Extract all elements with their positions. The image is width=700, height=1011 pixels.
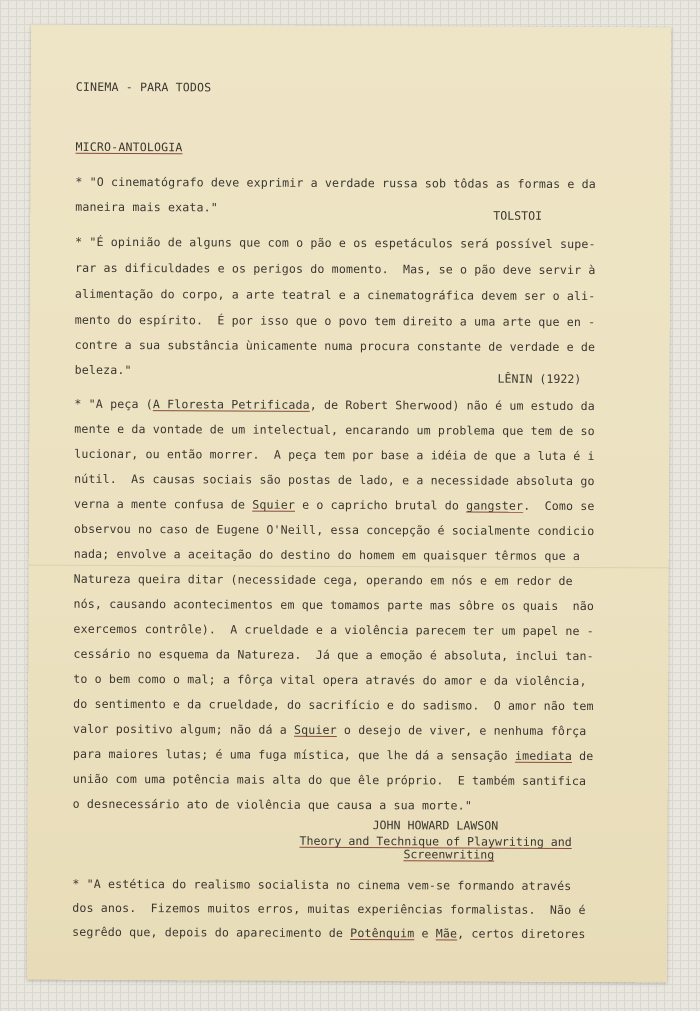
quote-3-line: cessário no esquema da Natureza. Já que a emoção é absoluta, inclui tan- — [73, 646, 594, 664]
quote-4-line: dos anos. Fizemos muitos erros, muitas experiências formalistas. Não é — [72, 900, 586, 918]
quote-2-line: * "É opinião de alguns que com o pão e os espetáculos será possível supe- — [75, 234, 596, 252]
quote-3-line: observou no caso de Eugene O'Neill, essa concepção é socialmente condicio — [73, 521, 595, 539]
quote-4-line: * "A estética do realismo socialista no cinema vem-se formando através — [72, 876, 572, 893]
quote-3-line: verna a mente confusa de Squier e o capricho brutal do gangster. Como se — [73, 496, 595, 514]
quote-3-line: nós, causando acontecimentos em que tomamos parte mas sôbre os quais não — [73, 596, 595, 614]
section-title: MICRO-ANTOLOGIA — [75, 139, 183, 155]
quote-2-line: rar as dificuldades e os perigos do momento. Mas, se o pão deve servir à — [74, 260, 596, 278]
quote-3-line: valor positivo algum; não dá a Squier o desejo de viver, e nenhuma fôrça — [72, 721, 587, 739]
play-title: A Floresta Petrificada — [152, 397, 310, 412]
quote-2-line: alimentação do corpo, a arte teatral e a cinematográfica devem ser o ali- — [74, 286, 596, 304]
quote-2-author: LÊNIN (1922) — [497, 371, 582, 387]
quote-1-line: maneira mais exata." — [75, 199, 218, 215]
page-title: CINEMA - PARA TODOS — [75, 79, 212, 95]
quote-2-line: beleza." — [74, 362, 132, 378]
quote-3-author: JOHN HOWARD LAWSON — [372, 818, 499, 833]
quote-1-author: TOLSTOI — [493, 208, 543, 223]
quote-3-line: to o bem como o mal; a fôrça vital opera através do amor e da violência, — [73, 671, 587, 689]
quote-3-line: para maiores lutas; é uma fuga mística, que lhe dá a sensação imediata de — [72, 746, 594, 764]
quote-2-line: contre a sua substância ùnicamente numa procura constante de verdade e de — [74, 337, 596, 355]
quote-3-line: mente e da vontade de um intelectual, encarando um problema que tem de so — [74, 421, 595, 439]
quote-1-line: * "O cinematógrafo deve exprimir a verdade russa sob tôdas as formas e da — [75, 174, 596, 192]
book-title-line-1: Theory and Technique of Playwriting and — [299, 833, 572, 849]
quote-3-line: * "A peça (A Floresta Petrificada, de Robert Sherwood) não é um estudo da — [74, 396, 595, 414]
quote-3-line: união com uma potência mais alta do que êle próprio. E também santifica — [72, 771, 587, 789]
quote-3-line: o desnecessário ato de violência que causa a sua morte." — [72, 796, 472, 813]
quote-3-line: do sentimento e da crueldade, do sacrifício e do sadismo. O amor não tem — [73, 696, 594, 714]
quote-3-line: nútil. As causas sociais são postas de lado, e a necessidade absoluta go — [74, 471, 595, 489]
quote-3-line: Natureza queira ditar (necessidade cega, operando em nós e em redor de — [73, 571, 573, 588]
quote-2-line: mento do espírito. É por isso que o povo tem direito a uma arte que en - — [74, 312, 596, 330]
quote-3-line: nada; envolve a aceitação do destino do homem em quaisquer têrmos que a — [73, 546, 581, 564]
quote-4-line: segrêdo que, depois do aparecimento de Potênquim e Mãe, certos diretores — [72, 924, 586, 942]
book-title-line-2: Screenwriting — [403, 847, 495, 862]
quote-3-line: lucionar, ou então morrer. A peça tem por base a idéia de que a luta é i — [74, 446, 595, 464]
quote-3-line: exercemos contrôle). A crueldade e a violência parecem ter um papel ne - — [73, 621, 594, 639]
typewritten-page — [27, 25, 671, 983]
